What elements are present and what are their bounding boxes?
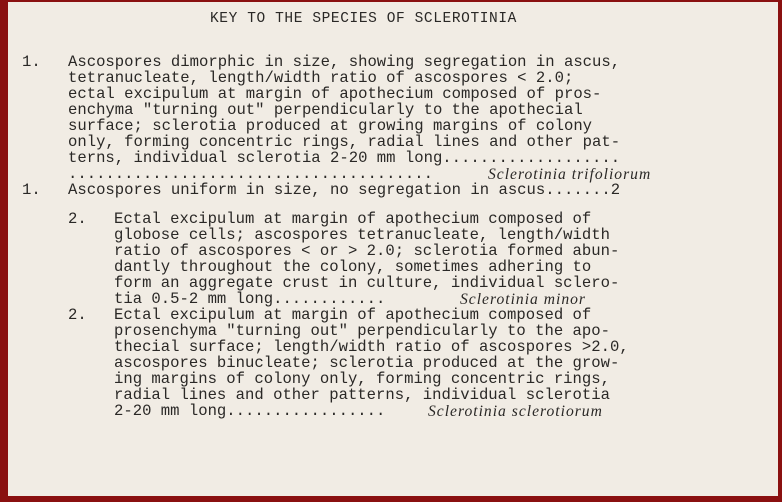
key-title: KEY TO THE SPECIES OF SCLEROTINIA bbox=[210, 11, 517, 27]
text-line: 2-20 mm long................. bbox=[114, 402, 386, 420]
text-line: terns, individual sclerotia 2-20 mm long................... bbox=[68, 149, 621, 167]
text-line: globose cells; ascospores tetranucleate, length/width bbox=[114, 226, 610, 244]
species-name: Sclerotinia sclerotiorum bbox=[428, 403, 603, 420]
document-page bbox=[8, 2, 778, 496]
species-name: Sclerotinia trifoliorum bbox=[488, 166, 652, 183]
species-name: Sclerotinia minor bbox=[460, 291, 587, 308]
text-line: radial lines and other patterns, individual sclerotia bbox=[114, 386, 610, 404]
text-line: enchyma "turning out" perpendicularly to the apothecial bbox=[68, 101, 583, 119]
text-line: only, forming concentric rings, radial lines and other pat- bbox=[68, 133, 621, 151]
text-line: dantly throughout the colony, sometimes adhering to bbox=[114, 258, 592, 276]
couplet-number: 1. bbox=[22, 181, 41, 199]
text-line: Ascospores dimorphic in size, showing segregation in ascus, bbox=[68, 53, 621, 71]
text-line: thecial surface; length/width ratio of ascospores >2.0, bbox=[114, 338, 629, 356]
text-line: tetranucleate, length/width ratio of ascospores < 2.0; bbox=[68, 69, 574, 87]
text-line: Ectal excipulum at margin of apothecium composed of bbox=[114, 210, 592, 228]
couplet-number: 1. bbox=[22, 53, 41, 71]
text-line: tia 0.5-2 mm long............ bbox=[114, 290, 386, 308]
text-line: ing margins of colony only, forming concentric rings, bbox=[114, 370, 610, 388]
couplet-number: 2. bbox=[68, 306, 87, 324]
text-line: surface; sclerotia produced at growing margins of colony bbox=[68, 117, 593, 135]
text-line: Ectal excipulum at margin of apothecium composed of bbox=[114, 306, 592, 324]
text-line: ascospores binucleate; sclerotia produced at the grow- bbox=[114, 354, 620, 372]
text-line: ectal excipulum at margin of apothecium composed of pros- bbox=[68, 85, 602, 103]
text-line: ....................................... bbox=[68, 165, 433, 183]
couplet-number: 2. bbox=[68, 210, 87, 228]
text-line: Ascospores uniform in size, no segregation in ascus.......2 bbox=[68, 181, 621, 199]
text-line: ratio of ascospores < or > 2.0; sclerotia formed abun- bbox=[114, 242, 620, 260]
text-line: prosenchyma "turning out" perpendicularly to the apo- bbox=[114, 322, 610, 340]
text-line: form an aggregate crust in culture, individual sclero- bbox=[114, 274, 620, 292]
